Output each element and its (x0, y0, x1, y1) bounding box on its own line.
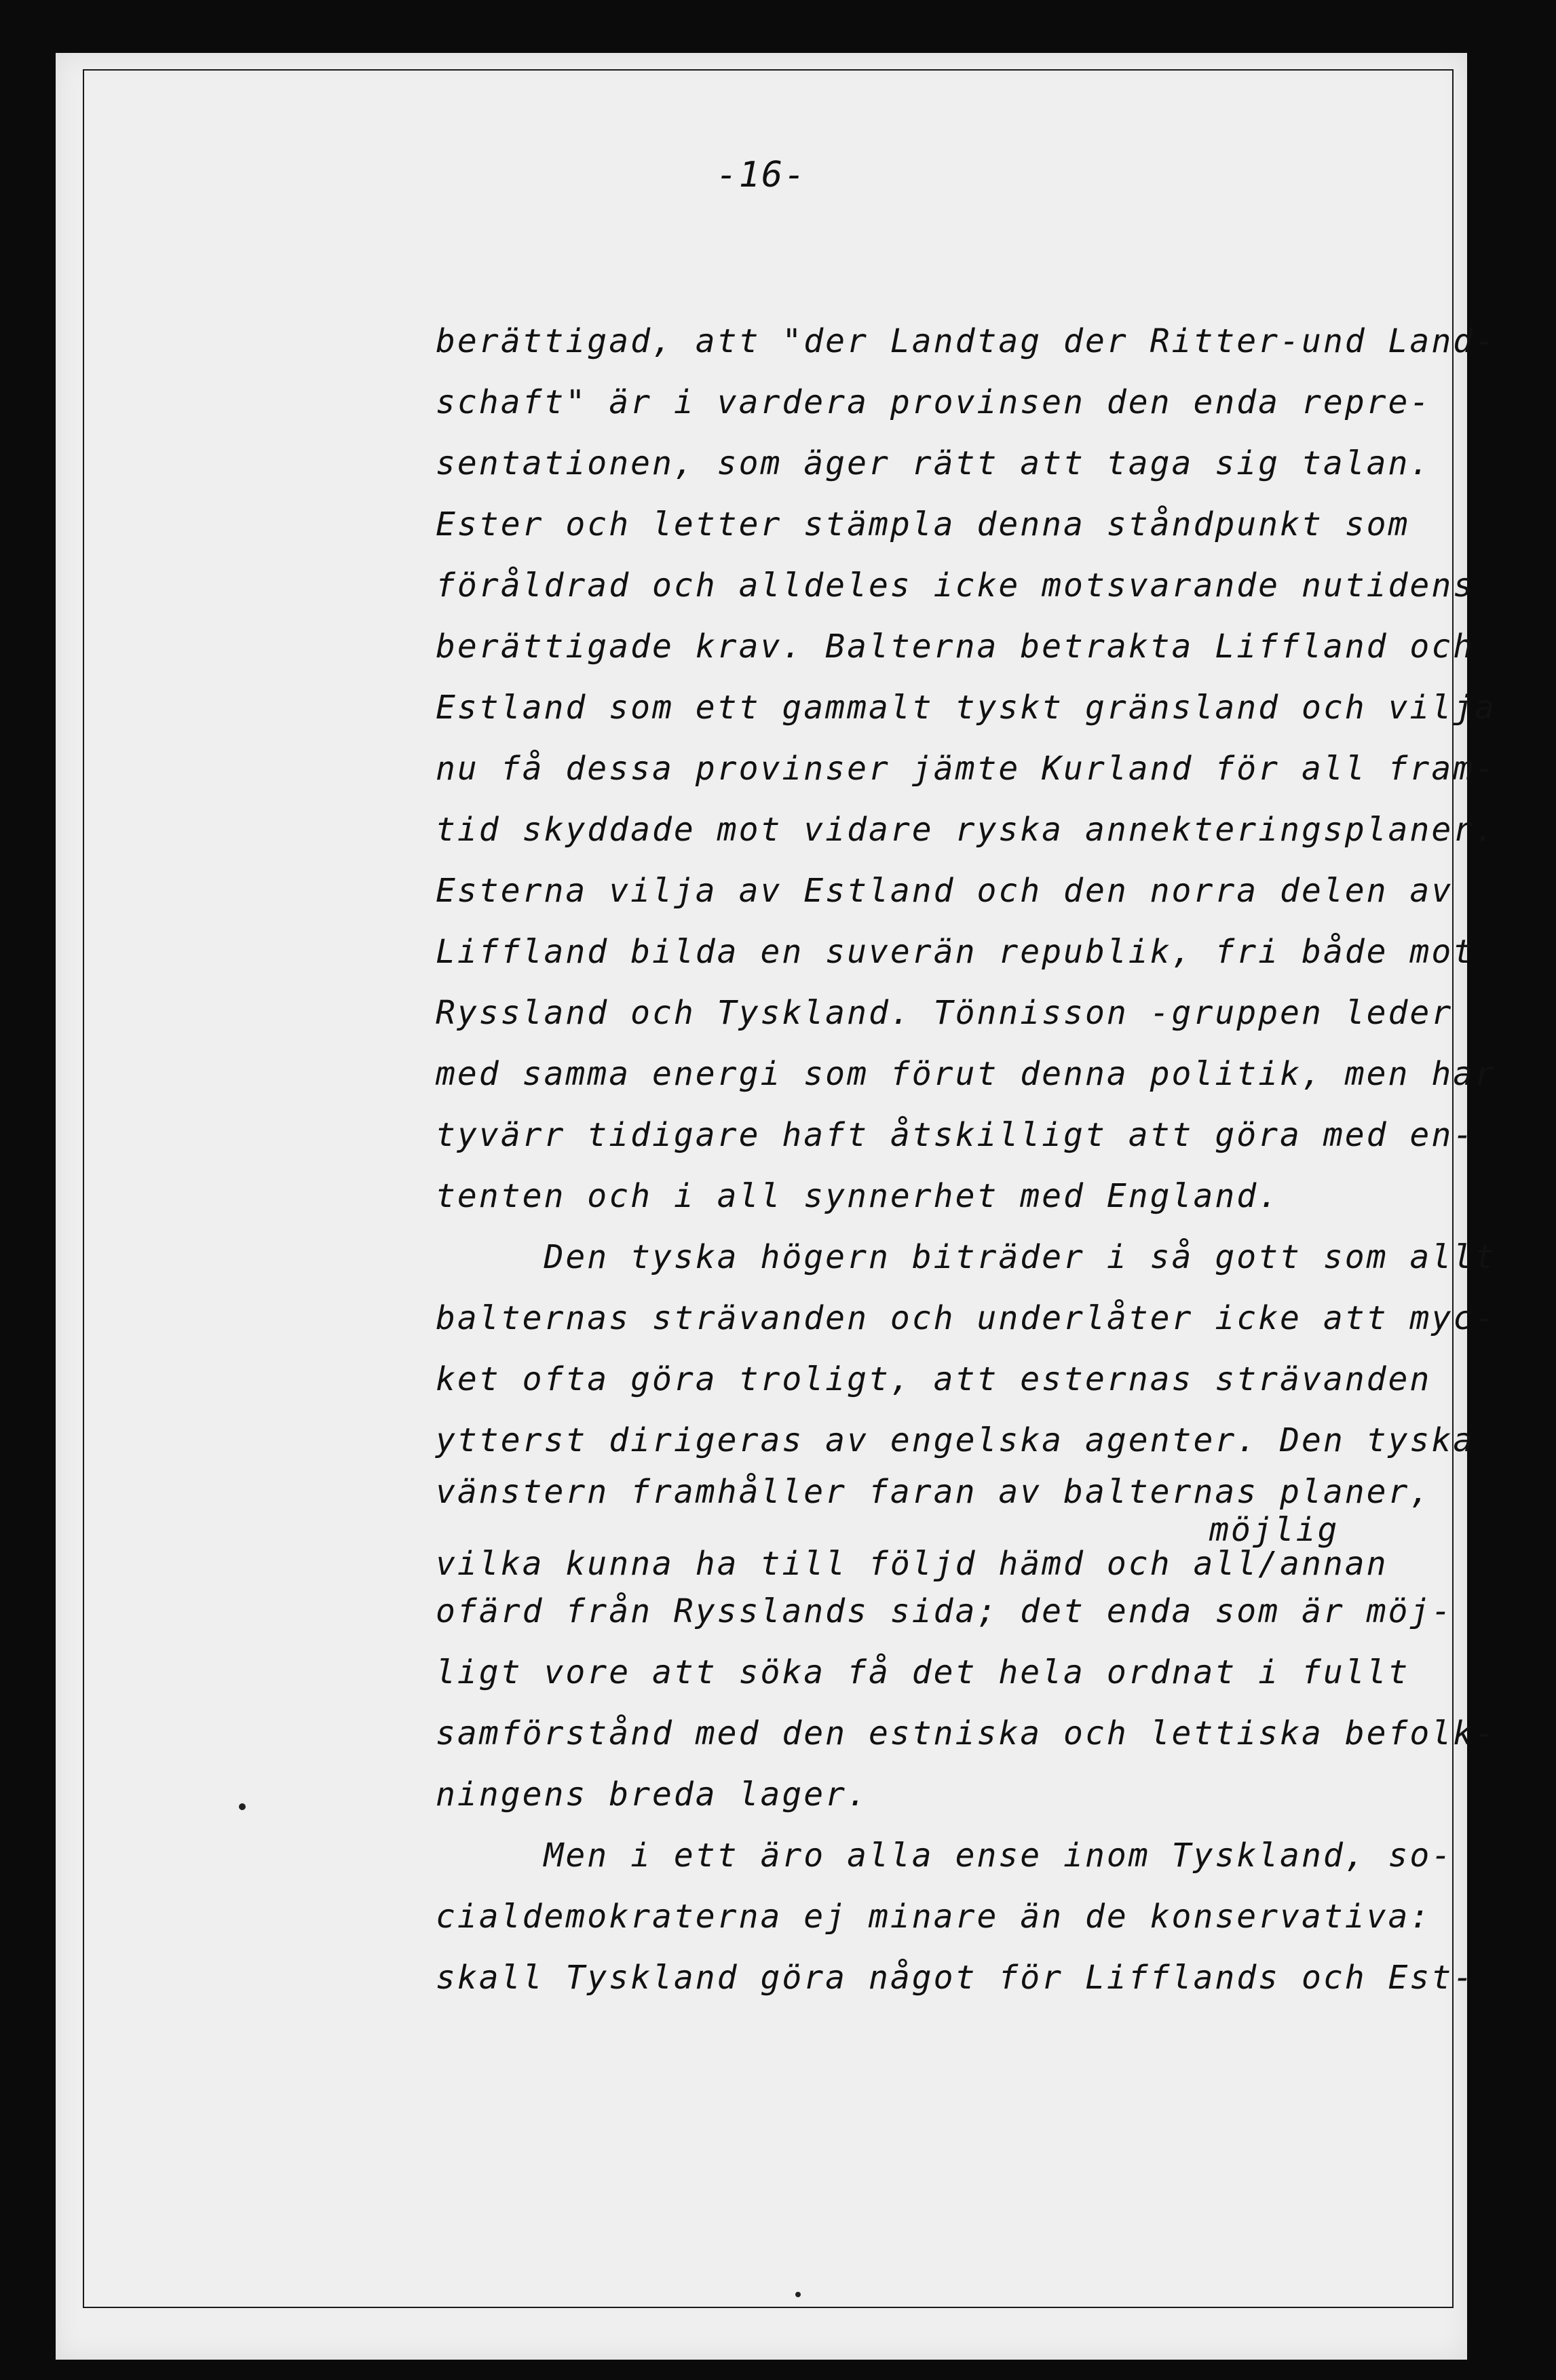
text-line: berättigade krav. Balterna betrakta Liffland och (436, 628, 1475, 666)
text-line: cialdemokraterna ej minare än de konservativa: (436, 1898, 1432, 1936)
text-line: ket ofta göra troligt, att esternas strävanden (436, 1360, 1432, 1398)
text-line: Esterna vilja av Estland och den norra delen av (436, 872, 1454, 910)
page-number: -16- (716, 155, 807, 195)
text-line: tid skyddade mot vidare ryska annekteringsplaner. (436, 811, 1497, 849)
text-line: tyvärr tidigare haft åtskilligt att göra med en- (436, 1116, 1475, 1154)
text-line: Ryssland och Tyskland. Tönnisson -gruppen leder (436, 994, 1454, 1032)
document-page (56, 53, 1497, 2360)
handwritten-insertion: möjlig (1209, 1511, 1340, 1549)
text-line: Estland som ett gammalt tyskt gränsland och vilja (436, 689, 1497, 727)
text-line: Den tyska högern biträder i så gott som allt (436, 1238, 1497, 1276)
text-line: samförstånd med den estniska och lettiska befolk- (436, 1714, 1497, 1752)
text-line: berättigad, att "der Landtag der Ritter-und Land- (436, 322, 1497, 360)
speck-mark (239, 1803, 246, 1810)
body-text (436, 311, 1535, 2008)
text-line: tenten och i all synnerhet med England. (436, 1177, 1280, 1215)
text-line: med samma energi som förut denna politik, men har (436, 1055, 1497, 1093)
text-line: vänstern framhåller faran av balternas planer, (436, 1473, 1432, 1511)
text-line: nu få dessa provinser jämte Kurland för all fram- (436, 750, 1497, 788)
text-line: ligt vore att söka få det hela ordnat i fullt (436, 1653, 1410, 1691)
text-line: vilka kunna ha till följd hämd och all/annan (436, 1545, 1388, 1583)
text-line: skall Tyskland göra något för Lifflands och Est- (436, 1959, 1475, 1997)
text-line: sentationen, som äger rätt att taga sig talan. (436, 444, 1432, 482)
text-line: föråldrad och alldeles icke motsvarande nutidens (436, 567, 1475, 604)
text-line: Liffland bilda en suverän republik, fri både mot (436, 933, 1475, 971)
text-line: ningens breda lager. (436, 1776, 869, 1813)
text-line: schaft" är i vardera provinsen den enda repre- (436, 383, 1432, 421)
text-line: ofärd från Rysslands sida; det enda som är möj- (436, 1592, 1454, 1630)
speck-mark (795, 2292, 801, 2297)
text-line: Ester och letter stämpla denna ståndpunkt som (436, 505, 1410, 543)
text-line: balternas strävanden och underlåter icke att myc- (436, 1299, 1497, 1337)
text-line: ytterst dirigeras av engelska agenter. Den tyska (436, 1421, 1475, 1459)
text-line: Men i ett äro alla ense inom Tyskland, so- (436, 1837, 1454, 1875)
